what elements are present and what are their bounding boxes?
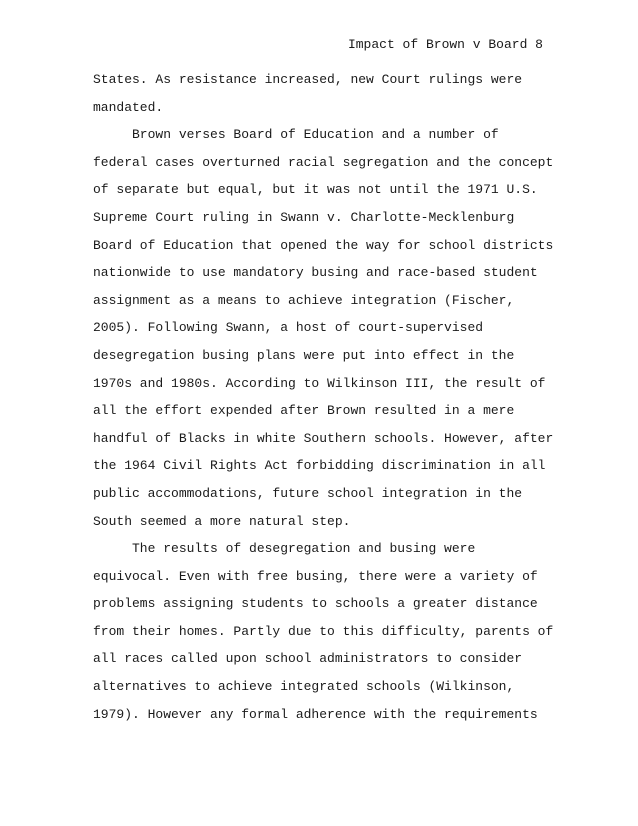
text-line: alternatives to achieve integrated schools (Wilkinson,: [93, 679, 515, 695]
text-line: all races called upon school administrators to consider: [93, 651, 523, 667]
text-line: equivocal. Even with free busing, there were a variety of: [93, 568, 538, 584]
text-line: federal cases overturned racial segregation and the concept: [93, 154, 554, 170]
text-line: handful of Blacks in white Southern schools. However, after: [93, 430, 554, 446]
text-line: public accommodations, future school integration in the: [93, 485, 523, 501]
body-text: [93, 72, 553, 734]
text-line: problems assigning students to schools a greater distance: [93, 596, 538, 612]
text-line: 1979). However any formal adherence with the requirements: [93, 706, 538, 722]
text-line: nationwide to use mandatory busing and race-based student: [93, 265, 538, 281]
text-line: Brown verses Board of Education and a number of: [93, 127, 499, 143]
text-line: States. As resistance increased, new Court rulings were: [93, 72, 523, 87]
text-line: the 1964 Civil Rights Act forbidding discrimination in all: [93, 458, 546, 474]
running-head: Impact of Brown v Board 8: [347, 37, 543, 52]
text-line: desegregation busing plans were put into effect in the: [93, 347, 515, 363]
text-line: 1970s and 1980s. According to Wilkinson III, the result of: [93, 375, 546, 391]
text-line: South seemed a more natural step.: [93, 513, 351, 529]
text-line: assignment as a means to achieve integration (Fischer,: [93, 292, 515, 308]
text-line: of separate but equal, but it was not until the 1971 U.S.: [93, 182, 538, 198]
text-line: The results of desegregation and busing were: [93, 541, 476, 557]
text-line: 2005). Following Swann, a host of court-supervised: [93, 320, 484, 336]
text-line: mandated.: [93, 99, 164, 115]
text-line: Board of Education that opened the way for school districts: [93, 237, 554, 253]
text-line: Supreme Court ruling in Swann v. Charlotte-Mecklenburg: [93, 209, 515, 225]
text-line: all the effort expended after Brown resulted in a mere: [93, 403, 515, 419]
text-line: from their homes. Partly due to this difficulty, parents of: [93, 623, 554, 639]
